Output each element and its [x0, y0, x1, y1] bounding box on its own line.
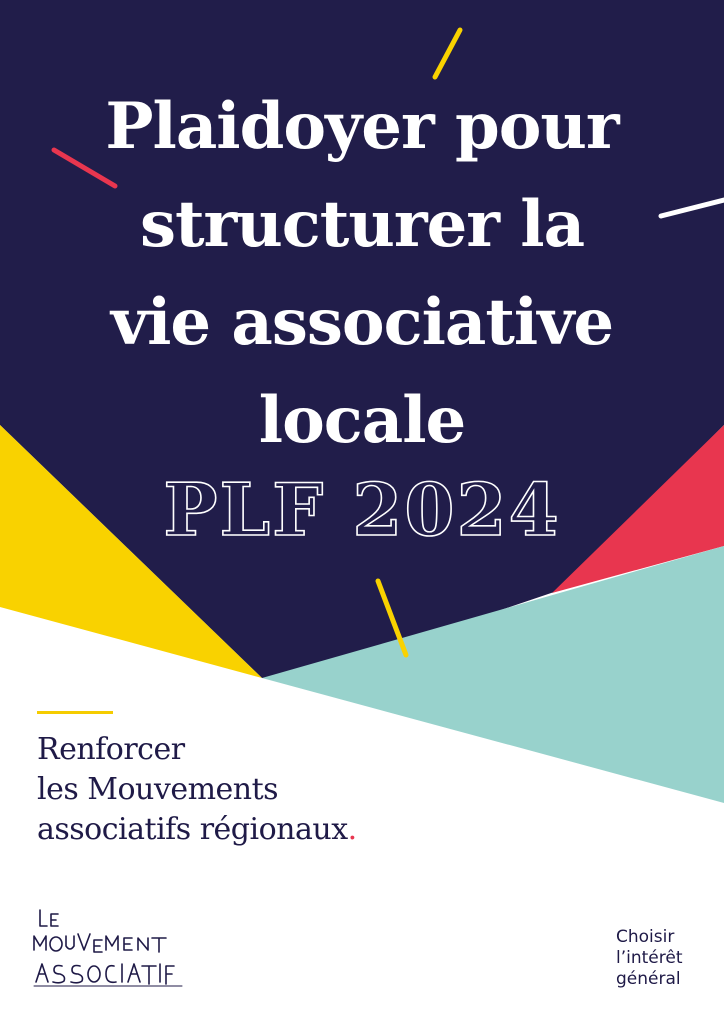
slogan-line: général [616, 969, 681, 989]
slogan-line: l’intérêt [616, 948, 683, 968]
title-line: vie associative [110, 285, 614, 360]
subtitle-line-text: associatifs régionaux [37, 812, 348, 847]
title-line: locale [258, 383, 466, 458]
title-line: structurer la [139, 187, 585, 262]
subtitle-line: les Mouvements [37, 772, 279, 807]
slogan [616, 927, 683, 990]
document-title [0, 78, 724, 470]
subtitle-end-mark: . [347, 812, 357, 847]
subtitle-line-last [37, 810, 357, 850]
le-mouvement-associatif-logo [32, 906, 192, 990]
title-line: Plaidoyer pour [105, 89, 619, 164]
subtitle [37, 730, 357, 850]
subtitle-accent-rule [37, 711, 113, 714]
slogan-line: Choisir [616, 927, 675, 947]
edition-label: PLF 2024 [163, 467, 561, 552]
subtitle-line: Renforcer [37, 732, 185, 767]
